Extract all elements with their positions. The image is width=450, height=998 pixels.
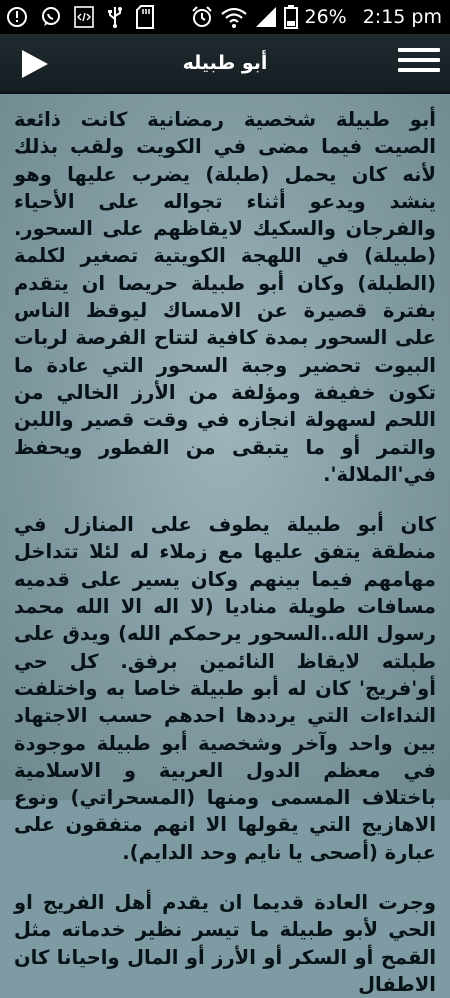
article-body: [0, 94, 450, 998]
play-icon: [18, 48, 52, 80]
battery-icon: [284, 5, 298, 29]
sd-card-icon: [136, 5, 154, 29]
menu-button[interactable]: [398, 48, 440, 78]
signal-icon: [254, 5, 278, 29]
battery-percent: 26%: [304, 6, 347, 28]
whatsapp-icon: [40, 6, 62, 28]
usb-icon: [106, 5, 124, 29]
status-left-icons: [0, 5, 154, 29]
article-paragraph: أبو طبيلة شخصية رمضانية كانت ذائعة الصيت فيما مضى في الكويت ولقب بذلك لأنه كان يحمل (طبلة) يضرب عليها وهو ينشد ويدعو أثناء تجواله على الأحياء والفرجان والسكيك لايقاظهم على السحور. (طبيلة) في اللهجة الكويتية تصغير لكلمة (الطبلة) وكان أبو طبيلة حريصا ان يتقدم بفترة قصيرة عن الامساك ليوقظ الناس على السحور بمدة كافية لتتاح الفرصة لربات البيوت تحضير وجبة السحور التي عادة ما تكون خفيفة ومؤلفة من الأرز الخالي من اللحم لسهولة انجازه في وقت قصير واللبن والتمر أو ما يتبقى من الفطور ويحفظ في'الملالة'.: [14, 108, 436, 486]
article-paragraph: وجرت العادة قديما ان يقدم أهل الفريج او الحي لأبو طبيلة ما تيسر نظير خدماته مثل القمح أو السكر أو الأرز أو المال واحيانا كان الاطفال: [14, 891, 436, 996]
notification-icon: [6, 6, 28, 28]
app-bar: [0, 34, 450, 94]
play-button[interactable]: [18, 48, 52, 80]
hamburger-menu-icon: [398, 48, 440, 52]
clock: 2:15 pm: [362, 6, 442, 28]
status-right: [190, 0, 442, 34]
alarm-icon: [190, 5, 214, 29]
code-icon: [74, 6, 94, 28]
article-content[interactable]: [0, 94, 450, 996]
article-paragraph: كان أبو طبيلة يطوف على المنازل في منطقة يتفق عليها مع زملاء له لئلا تتداخل مهامهم فيما بينهم وكان يسير على قدميه مسافات طويلة مناديا (لا اله الا الله محمد رسول الله..السحور يرحمكم الله) ويدق على طبلته لايقاظ النائمين برفق. كل حي أو'فريج' كان له أبو طبيلة خاصا به واختلفت النداءات التي يرددها احدهم حسب الاجتهاد بين واحد وآخر وشخصية أبو طبيلة موجودة في معظم الدول العربية و الاسلامية باختلاف المسمى ومنها (المسحراتي) ونوع الاهازيج التي يقولها الا انهم متفقون على عبارة (أصحى يا نايم وحد الدايم).: [14, 513, 436, 864]
status-bar: [0, 0, 450, 34]
wifi-icon: [220, 5, 248, 29]
page-title: أبو طبيله: [182, 52, 268, 74]
